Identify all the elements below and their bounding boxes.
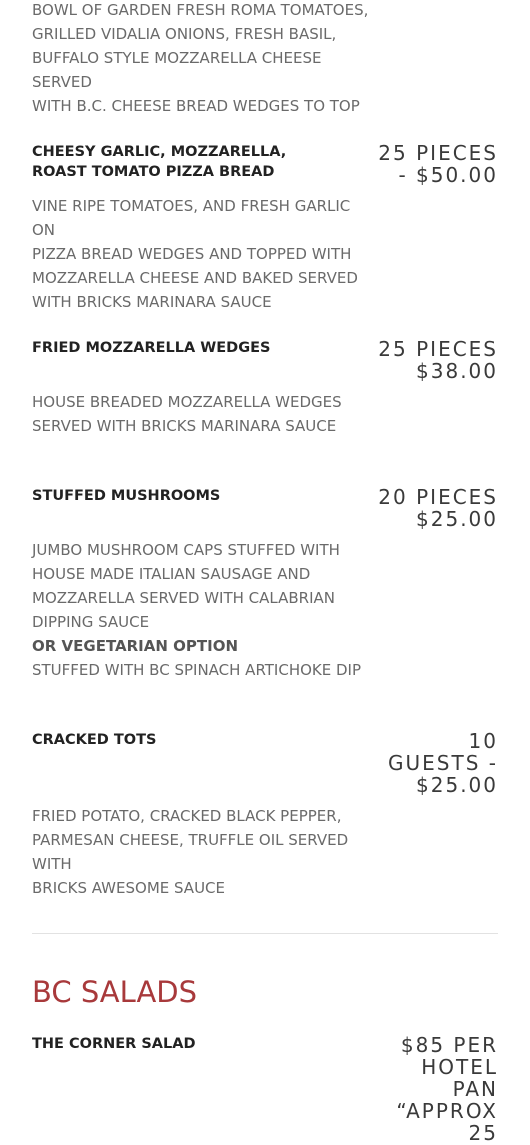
item-price-cracked-tots: 10 GUESTS - $25.00	[388, 729, 498, 797]
section-divider	[32, 933, 498, 934]
item-name-pizza-bread: CHEESY GARLIC, MOZZARELLA, ROAST TOMATO PIZZA BREAD	[32, 144, 287, 180]
item-price-stuffed-mushrooms: 20 PIECES $25.00	[378, 485, 498, 531]
item-name-corner-salad: THE CORNER SALAD	[32, 1036, 196, 1052]
item-description-cracked-tots: FRIED POTATO, CRACKED BLACK PEPPER, PARMESAN CHEESE, TRUFFLE OIL SERVED WITH BRICKS AWESOME SAUCE	[32, 807, 349, 897]
item-name-mozzarella-wedges: FRIED MOZZARELLA WEDGES	[32, 340, 271, 356]
section-title-salads: BC SALADS	[32, 975, 198, 1009]
item-price-pizza-bread: 25 PIECES - $50.00	[378, 141, 498, 187]
vegetarian-option-description: STUFFED WITH BC SPINACH ARTICHOKE DIP	[32, 661, 362, 679]
item-description-pizza-bread: VINE RIPE TOMATOES, AND FRESH GARLIC ON PIZZA BREAD WEDGES AND TOPPED WITH MOZZARELLA CHEESE AND BAKED SERVED WITH BRICKS MARINARA SAUCE	[32, 197, 358, 311]
intro-description: BOWL OF GARDEN FRESH ROMA TOMATOES, GRILLED VIDALIA ONIONS, FRESH BASIL, BUFFALO STYLE MOZZARELLA CHEESE SERVED WITH B.C. CHEESE BREAD WEDGES TO TOP	[32, 1, 369, 115]
item-name-stuffed-mushrooms: STUFFED MUSHROOMS	[32, 488, 221, 504]
item-description-stuffed-mushrooms	[32, 538, 372, 682]
item-price-corner-salad: $85 PER HOTEL PAN “APPROX 25	[396, 1033, 498, 1145]
item-price-mozzarella-wedges: 25 PIECES $38.00	[378, 337, 498, 383]
item-name-cracked-tots: CRACKED TOTS	[32, 732, 157, 748]
vegetarian-option-label: OR VEGETARIAN OPTION	[32, 637, 238, 655]
item-description-mozzarella-wedges: HOUSE BREADED MOZZARELLA WEDGES SERVED WITH BRICKS MARINARA SAUCE	[32, 393, 342, 435]
mushroom-description-text: JUMBO MUSHROOM CAPS STUFFED WITH HOUSE MADE ITALIAN SAUSAGE AND MOZZARELLA SERVED WITH CALABRIAN DIPPING SAUCE	[32, 541, 340, 631]
